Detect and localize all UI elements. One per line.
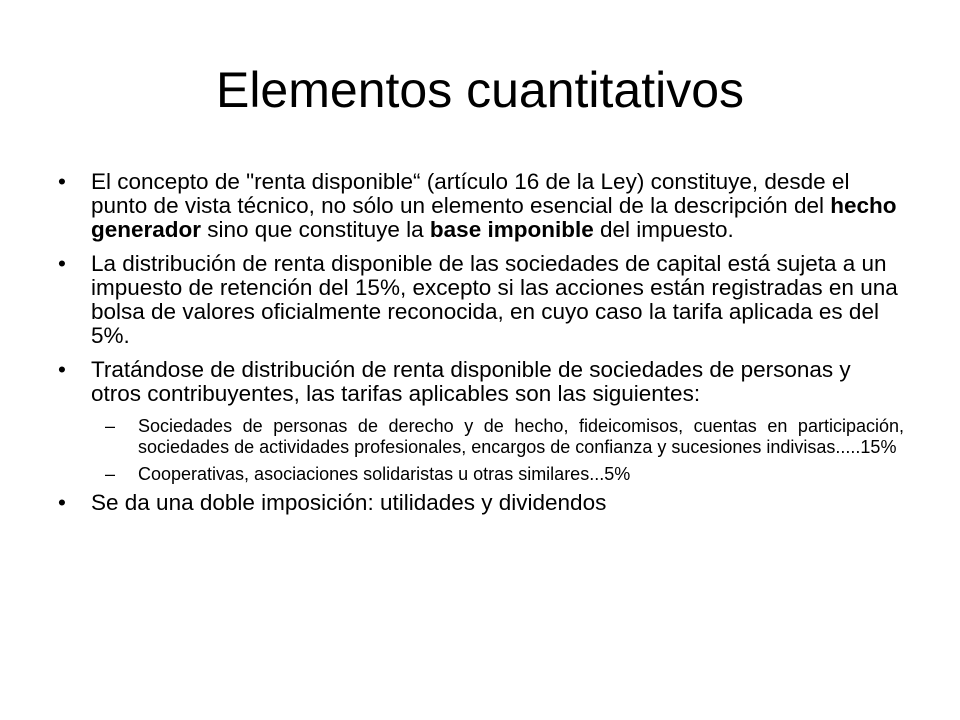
bullet-icon: • [58, 251, 66, 276]
bullet-text: Se da una doble imposición: utilidades y dividendos [91, 490, 607, 515]
bullet-item [58, 252, 904, 348]
bullet-icon: • [58, 169, 66, 194]
slide-title: Elementos cuantitativos [215, 62, 745, 118]
sub-bullet-item [58, 464, 904, 485]
sub-bullet-text: Sociedades de personas de derecho y de hecho, fideicomisos, cuentas en participación, sociedades de actividades profesionales, encargos de confianza y sucesiones indivisas.....15% [138, 416, 904, 457]
bullet-item [58, 170, 904, 242]
sub-bullet-text: Cooperativas, asociaciones solidaristas u otras similares...5% [138, 464, 631, 484]
sub-bullet-list [58, 416, 904, 485]
bullet-list [58, 170, 904, 525]
bullet-text: Tratándose de distribución de renta disponible de sociedades de personas y otros contribuyentes, las tarifas aplicables son las siguientes: [91, 357, 851, 406]
bullet-item [58, 358, 904, 406]
dash-icon: – [105, 464, 116, 484]
bullet-icon: • [58, 490, 66, 515]
bold-term: hecho generador [91, 193, 897, 242]
bullet-item [58, 491, 904, 515]
bullet-text: La distribución de renta disponible de las sociedades de capital está sujeta a un impuesto de retención del 15%, excepto si las acciones están registradas en una bolsa de valores oficialmente reconocida, en cuyo caso la tarifa aplicada es del 5%. [91, 251, 898, 348]
sub-bullet-item [58, 416, 904, 458]
bullet-icon: • [58, 357, 66, 382]
bold-term: base imponible [429, 217, 594, 242]
dash-icon: – [105, 416, 116, 436]
bullet-text: El concepto de "renta disponible“ (artículo 16 de la Ley) constituye, desde el punto de vista técnico, no sólo un elemento esencial de la descripción del hecho generador sino que constituye la base imponible del impuesto. [91, 169, 897, 242]
